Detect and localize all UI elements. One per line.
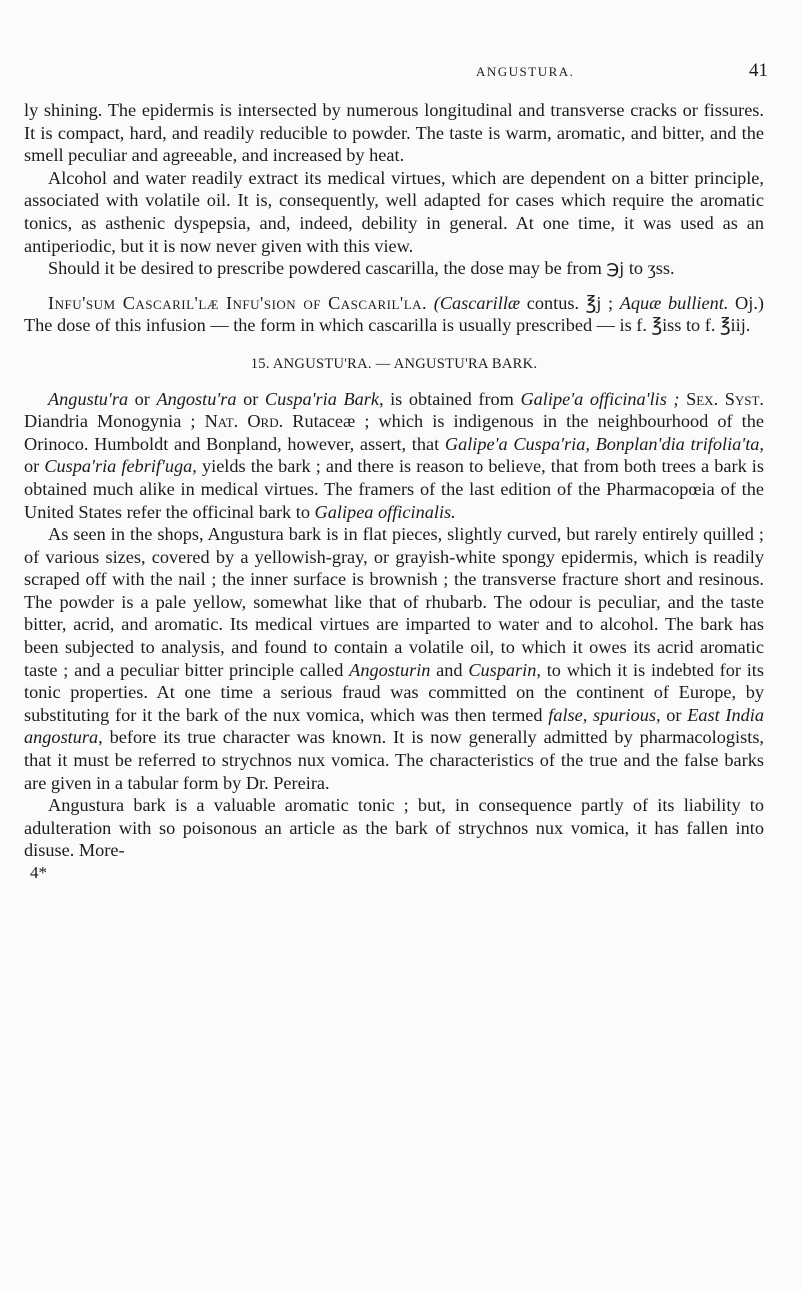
label-nat-ord: Nat. Ord.	[204, 411, 284, 432]
text: is obtained from	[383, 388, 521, 409]
paragraph-shops	[24, 523, 764, 794]
text: or	[128, 388, 157, 409]
signature-mark: 4*	[30, 863, 47, 882]
text: or	[24, 456, 45, 477]
page-body	[24, 99, 764, 885]
infusion-italic-2: Aquæ bullient.	[619, 292, 729, 313]
running-head: ANGUSTURA.	[476, 64, 575, 79]
term-angosturin: Angosturin	[349, 659, 431, 680]
term-galipea-officinalis: Galipe'a officina'lis ;	[520, 388, 680, 409]
text: and	[430, 659, 469, 680]
paragraph-dose: Should it be desired to prescribe powdered cascarilla, the dose may be from ℈j to ʒss.	[48, 258, 675, 279]
paragraph-infusion	[24, 292, 764, 337]
term-angostura: Angostu'ra	[156, 388, 237, 409]
text: Diandria Monogynia ;	[24, 411, 205, 432]
paragraph-tonic: Angustura bark is a valuable aromatic tonic ; but, in consequence partly of its liability to adulteration with so poisonous an article as the bark of strychnos nux vomica, it has fallen into disuse. More-	[24, 795, 764, 861]
text: or	[236, 388, 265, 409]
label-sex-syst: Sex. Syst.	[679, 388, 764, 409]
text: As seen in the shops, Angustura bark is in flat pieces, slightly curved, but rarely entirely quilled ; of various sizes, covered by a yellowish-gray, or grayish-white spongy epidermis, which is readily scraped off with the nail ; the inner surface is brownish ; the transverse fracture short and resinous. The powder is a pale yellow, somewhat like that of rhubarb. The odour is peculiar, and the taste bitter, acrid, and aromatic. Its medical virtues are imparted to water and to alcohol. The bark has been subjected to analysis, and found to contain a volatile oil, to which it owes its acrid aromatic taste ; and a peculiar bitter principle called	[24, 524, 764, 680]
infusion-heading: Infu'sum Cascaril'læ Infu'sion of Cascaril'la.	[48, 292, 428, 313]
paragraph-alcohol: Alcohol and water readily extract its medical virtues, which are dependent on a bitter principle, associated with volatile oil. It is, consequently, well adapted for cases which require the aromatic tonics, as asthenic dyspepsia, and, indeed, debility in general. At one time, it was used as an antiperiodic, but it is now never given with this view.	[24, 167, 764, 256]
text: or	[660, 704, 688, 725]
infusion-text-1: contus. ℥j ;	[520, 292, 620, 313]
page-number: 41	[749, 60, 768, 81]
term-cusparin: Cusparin,	[468, 659, 541, 680]
text: to which it is indebted for its tonic properties. At one time a serious fraud was committed on the continent of Europe, by substituting for it the bark of the nux vomica, which was then termed	[24, 659, 765, 725]
term-east-india-angostura: East India angostura,	[24, 704, 764, 748]
infusion-text-2: Oj.) The dose of this infusion — the form in which cascarilla is usually prescribed — is f. ℥iss to f. ℥iij.	[24, 292, 764, 336]
page-header	[248, 60, 768, 84]
paragraph-continued: ly shining. The epidermis is intersected by numerous longitudinal and transverse cracks or fissures. It is compact, hard, and readily reducible to powder. The taste is warm, aromatic, and bitter, and the smell peculiar and agreeable, and increased by heat.	[24, 100, 764, 166]
section-heading: 15. ANGUSTU'RA. — ANGUSTU'RA BARK.	[250, 355, 538, 372]
term-synonyms: Galipe'a Cuspa'ria, Bonplan'dia trifolia'ta,	[444, 433, 764, 454]
infusion-italic-1: (Cascarillæ	[433, 292, 521, 313]
text: before its true character was known. It is now generally admitted by pharmacologists, that it must be referred to strychnos nux vomica. The characteristics of the true and the false barks are given in a tabular form by Dr. Pereira.	[24, 727, 764, 793]
paragraph-origin	[24, 388, 764, 524]
term-cusparia-febrifuga: Cuspa'ria febrif'uga,	[44, 456, 197, 477]
text: yields the bark ; and there is reason to believe, that from both trees a bark is obtained much alike in medical virtues. The framers of the last edition of the Pharmacopœia of the United States refer the officinal bark to	[24, 456, 764, 522]
term-galipea-officinalis-2: Galipea officinalis.	[314, 501, 456, 522]
term-cusparia-bark: Cuspa'ria Bark,	[264, 388, 384, 409]
text: Rutaceæ ; which is indigenous in the neighbourhood of the Orinoco. Humboldt and Bonpland, however, assert, that	[24, 411, 765, 454]
term-false-spurious: false, spurious,	[548, 704, 661, 725]
term-angustura: Angustu'ra	[48, 388, 129, 409]
